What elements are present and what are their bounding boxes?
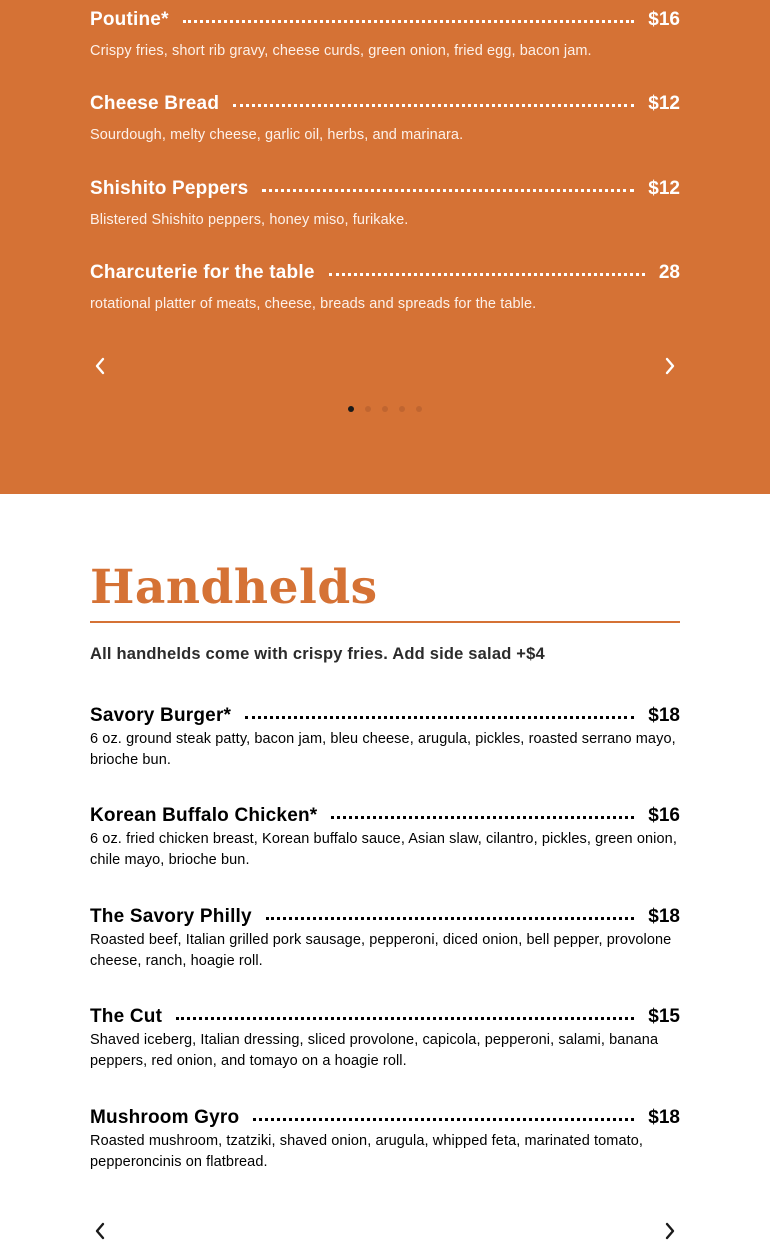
item-description: Roasted beef, Italian grilled pork sausage, pepperoni, diced onion, bell pepper, provolone cheese, ranch, hoagie roll.: [90, 932, 672, 969]
menu-item: [90, 703, 680, 771]
carousel-pagination: [348, 406, 422, 412]
item-price: $18: [648, 705, 680, 726]
dot-leader: [329, 273, 645, 276]
starters-section: [0, 0, 770, 494]
item-name: Savory Burger*: [90, 705, 232, 726]
item-description: Blistered Shishito peppers, honey miso, furikake.: [90, 212, 409, 228]
carousel-prev-button[interactable]: [90, 354, 110, 378]
item-name: Charcuterie for the table: [90, 262, 315, 283]
item-price: $15: [648, 1006, 680, 1027]
chevron-left-icon: [94, 357, 106, 375]
dot-leader: [331, 816, 634, 819]
carousel-dot-5[interactable]: [416, 406, 422, 412]
dot-leader: [262, 189, 634, 192]
item-description: 6 oz. fried chicken breast, Korean buffalo sauce, Asian slaw, cilantro, pickles, green onion, chile mayo, brioche bun.: [90, 831, 677, 868]
item-name: Korean Buffalo Chicken*: [90, 805, 318, 826]
item-description: Sourdough, melty cheese, garlic oil, herbs, and marinara.: [90, 127, 464, 143]
item-price: $12: [648, 93, 680, 114]
item-price: $18: [648, 906, 680, 927]
dot-leader: [245, 716, 634, 719]
item-description: Shaved iceberg, Italian dressing, sliced provolone, capicola, pepperoni, salami, banana peppers, red onion, and tomayo on a hoagie roll.: [90, 1032, 659, 1069]
carousel-next-button[interactable]: [660, 354, 680, 378]
chevron-right-icon: [664, 357, 676, 375]
dot-leader: [183, 20, 635, 23]
carousel-next-button[interactable]: [660, 1219, 680, 1241]
menu-item: [90, 260, 680, 315]
menu-item: [90, 904, 680, 972]
item-price: $16: [648, 805, 680, 826]
dot-leader: [253, 1118, 634, 1121]
dot-leader: [266, 917, 635, 920]
section-divider: [90, 621, 680, 623]
item-name: The Cut: [90, 1006, 163, 1027]
carousel-dot-3[interactable]: [382, 406, 388, 412]
chevron-right-icon: [664, 1222, 676, 1240]
menu-item: [90, 91, 680, 146]
item-price: $16: [648, 9, 680, 30]
menu-item: [90, 1105, 680, 1173]
menu-item: [90, 1004, 680, 1072]
item-name: Poutine*: [90, 9, 169, 30]
chevron-left-icon: [94, 1222, 106, 1240]
item-description: Roasted mushroom, tzatziki, shaved onion, arugula, whipped feta, marinated tomato, pepperoncinis on flatbread.: [90, 1133, 644, 1170]
menu-item: [90, 803, 680, 871]
dot-leader: [233, 104, 634, 107]
item-price: $12: [648, 178, 680, 199]
dot-leader: [176, 1017, 634, 1020]
carousel-dot-4[interactable]: [399, 406, 405, 412]
item-name: The Savory Philly: [90, 906, 252, 927]
item-description: 6 oz. ground steak patty, bacon jam, bleu cheese, arugula, pickles, roasted serrano mayo, brioche bun.: [90, 731, 676, 768]
carousel-prev-button[interactable]: [90, 1219, 110, 1241]
item-name: Mushroom Gyro: [90, 1107, 240, 1128]
carousel-dot-1[interactable]: [348, 406, 354, 412]
carousel-dot-2[interactable]: [365, 406, 371, 412]
item-price: 28: [658, 262, 680, 283]
item-description: rotational platter of meats, cheese, breads and spreads for the table.: [90, 296, 537, 312]
item-description: Crispy fries, short rib gravy, cheese curds, green onion, fried egg, bacon jam.: [90, 43, 592, 59]
section-note: All handhelds come with crispy fries. Add side salad +$4: [90, 645, 545, 663]
item-name: Cheese Bread: [90, 93, 220, 114]
menu-item: [90, 7, 680, 62]
section-title: Handhelds: [90, 560, 378, 615]
item-name: Shishito Peppers: [90, 178, 249, 199]
menu-item: [90, 176, 680, 231]
item-price: $18: [648, 1107, 680, 1128]
